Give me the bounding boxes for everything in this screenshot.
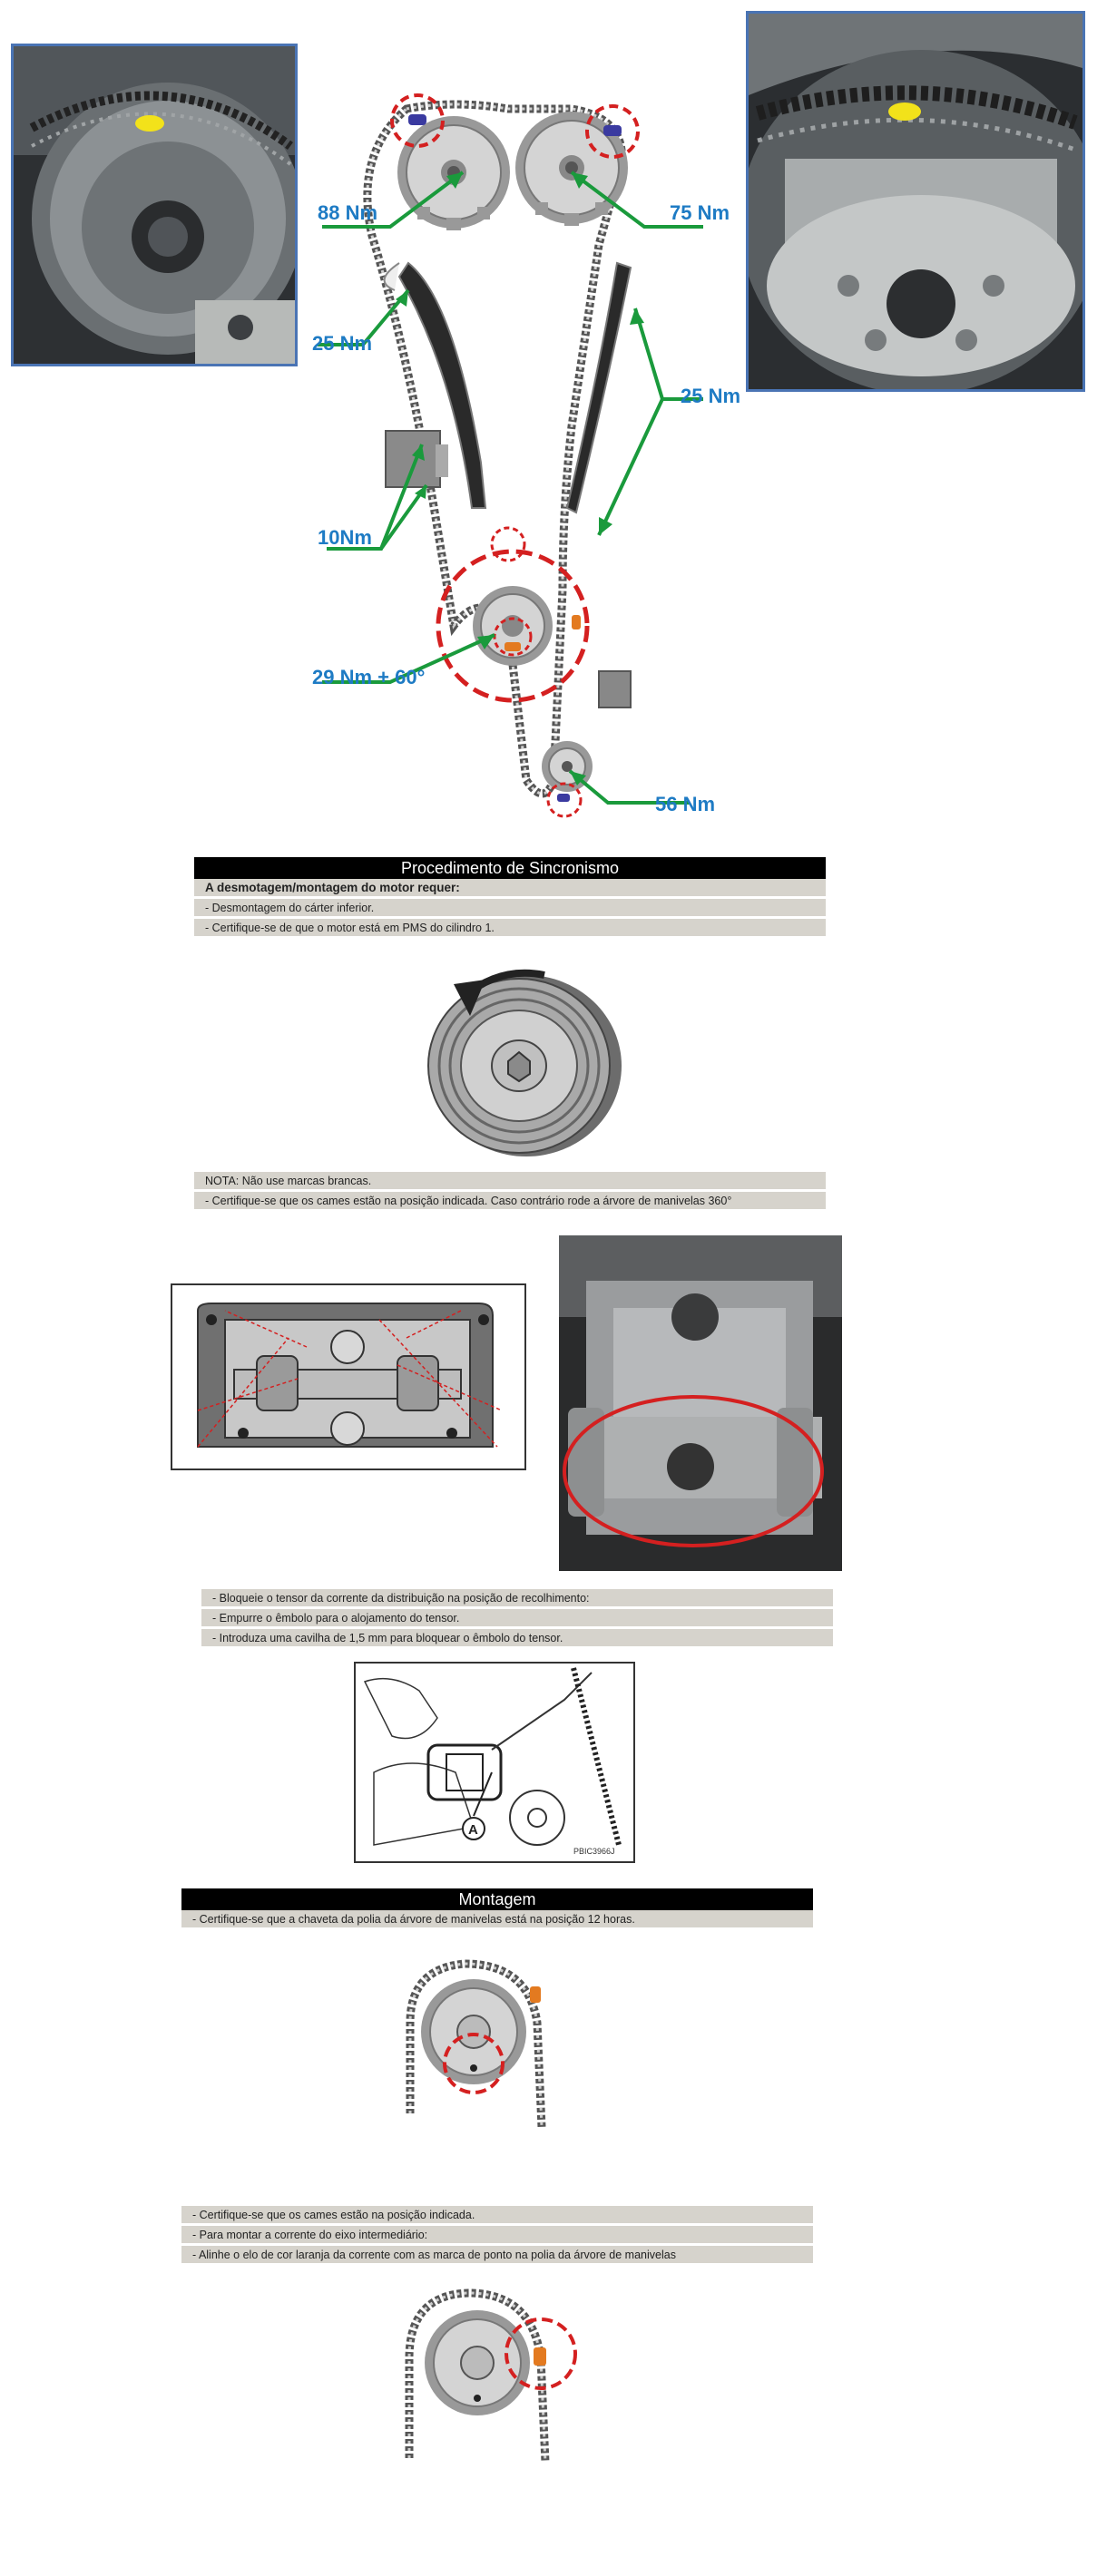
figure-callout-a: A bbox=[468, 1822, 478, 1838]
tensioner-row: - Introduza uma cavilha de 1,5 mm para bloquear o êmbolo do tensor. bbox=[201, 1629, 833, 1647]
crank-key-12-oclock-figure bbox=[392, 1950, 555, 2132]
torque-label-exhaust-cam: 75 Nm bbox=[670, 201, 730, 224]
tensioner-line-drawing bbox=[354, 1662, 635, 1863]
cam-position-schematic bbox=[171, 1283, 526, 1470]
crankshaft-sprocket bbox=[438, 551, 587, 700]
timing-chain-diagram bbox=[299, 82, 735, 834]
tensioner-row: - Empurre o êmbolo para o alojamento do tensor. bbox=[201, 1609, 833, 1627]
tension-guide bbox=[567, 263, 631, 512]
camshaft-photo-left bbox=[11, 44, 298, 366]
cam-position-photo bbox=[559, 1235, 842, 1571]
sync-section-title: Procedimento de Sincronismo bbox=[194, 857, 826, 879]
figure-code: PBIC3966J bbox=[573, 1847, 615, 1856]
assembly-row: - Para montar a corrente do eixo intermediário: bbox=[181, 2226, 813, 2244]
camshaft-sprocket-photo-left bbox=[14, 46, 295, 364]
sync-row: - Certifique-se de que o motor está em PMS do cilindro 1. bbox=[194, 919, 826, 937]
sync-row: - Desmontagem do cárter inferior. bbox=[194, 899, 826, 917]
torque-label-intake-cam: 88 Nm bbox=[318, 201, 378, 224]
assembly-section-title: Montagem bbox=[181, 1888, 813, 1910]
tensioner-row: - Bloqueie o tensor da corrente da distribuição na posição de recolhimento: bbox=[201, 1589, 833, 1607]
orange-link-alignment-figure bbox=[396, 2286, 586, 2467]
sync-row: A desmotagem/montagem do motor requer: bbox=[194, 879, 826, 897]
intake-cam-sprocket bbox=[397, 116, 510, 229]
torque-arrows bbox=[318, 172, 703, 803]
oil-pump-sprocket bbox=[542, 741, 593, 816]
assembly-row: - Alinhe o elo de cor laranja da corrente com as marca de ponto na polia da árvore de manivelas bbox=[181, 2246, 813, 2264]
torque-label-tension-guide: 25 Nm bbox=[681, 385, 741, 407]
assembly-row: - Certifique-se que os cames estão na posição indicada. bbox=[181, 2206, 813, 2224]
camshaft-sprocket-photo-right bbox=[749, 14, 1083, 389]
camshaft-photo-right bbox=[746, 11, 1085, 392]
torque-label-oil-pump: 56 Nm bbox=[655, 793, 716, 815]
torque-label-slack-guide: 25 Nm bbox=[312, 332, 373, 355]
torque-label-tensioner: 10Nm bbox=[318, 526, 372, 549]
crankshaft-pulley-figure bbox=[417, 961, 626, 1161]
sync-note: NOTA: Não use marcas brancas. bbox=[194, 1172, 826, 1190]
sync-note: - Certifique-se que os cames estão na posição indicada. Caso contrário rode a árvore de manivelas 360° bbox=[194, 1192, 826, 1210]
torque-label-crankshaft: 29 Nm + 60° bbox=[312, 666, 426, 688]
assembly-row: - Certifique-se que a chaveta da polia da árvore de manivelas está na posição 12 horas. bbox=[181, 1910, 813, 1928]
